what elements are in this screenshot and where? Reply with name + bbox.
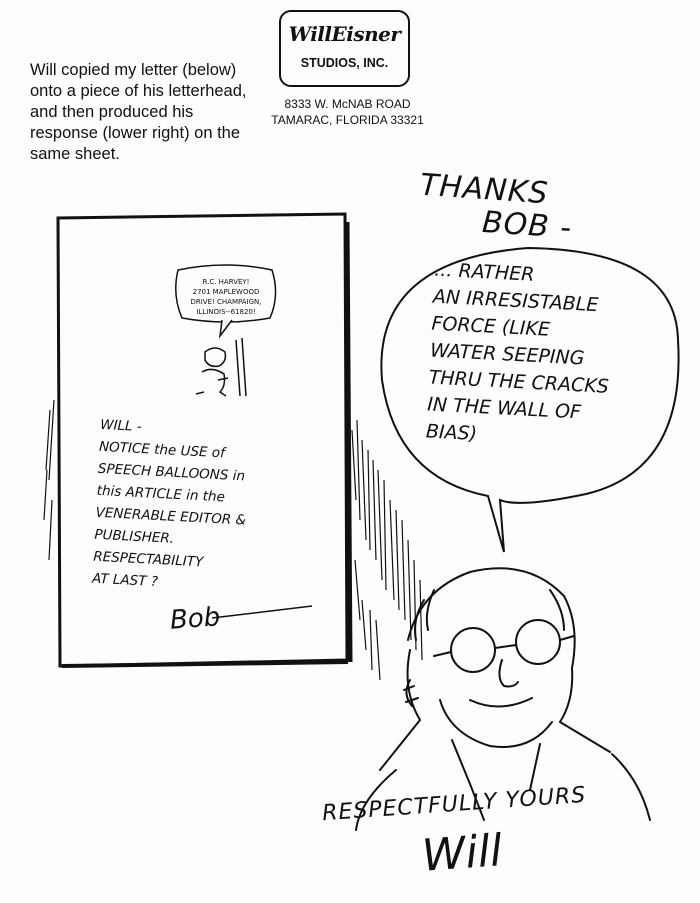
logo-name: WillEisner	[288, 22, 401, 46]
address-line-2: TAMARAC, FLORIDA 33321	[271, 113, 424, 127]
logo-subtitle: STUDIOS, INC.	[300, 56, 389, 70]
mini-figure-icon	[196, 338, 246, 396]
balloon-text: ... RATHER AN IRRESISTABLE FORCE (LIKE WATER SEEPING THRU THE CRACKS IN THE WALL OF BIAS)	[425, 258, 610, 446]
thanks-text: THANKS	[418, 167, 550, 212]
caption-text: Will copied my letter (below) onto a piece of his letterhead, and then produced his response (lower right) on the same sheet.	[30, 61, 247, 163]
closing-text: RESPECTFULLY YOURS	[321, 782, 587, 827]
bob-signature: Bob	[169, 602, 222, 636]
will-signature: Will	[420, 825, 504, 882]
signature-underline	[212, 606, 312, 618]
address-line-1: 8333 W. McNAB ROAD	[284, 97, 411, 111]
letter-note-text: WILL - NOTICE the USE of SPEECH BALLOONS in this ARTICLE in the VENERABLE EDITOR & PUBLISHER. RESPECTABILITY AT LAST ?	[91, 416, 247, 591]
mini-address-text: R.C. HARVEY! 2701 MAPLEWOOD DRIVE! CHAMPAIGN, ILLINOIS--61820!	[190, 278, 262, 316]
bob-text: BOB -	[480, 204, 574, 247]
